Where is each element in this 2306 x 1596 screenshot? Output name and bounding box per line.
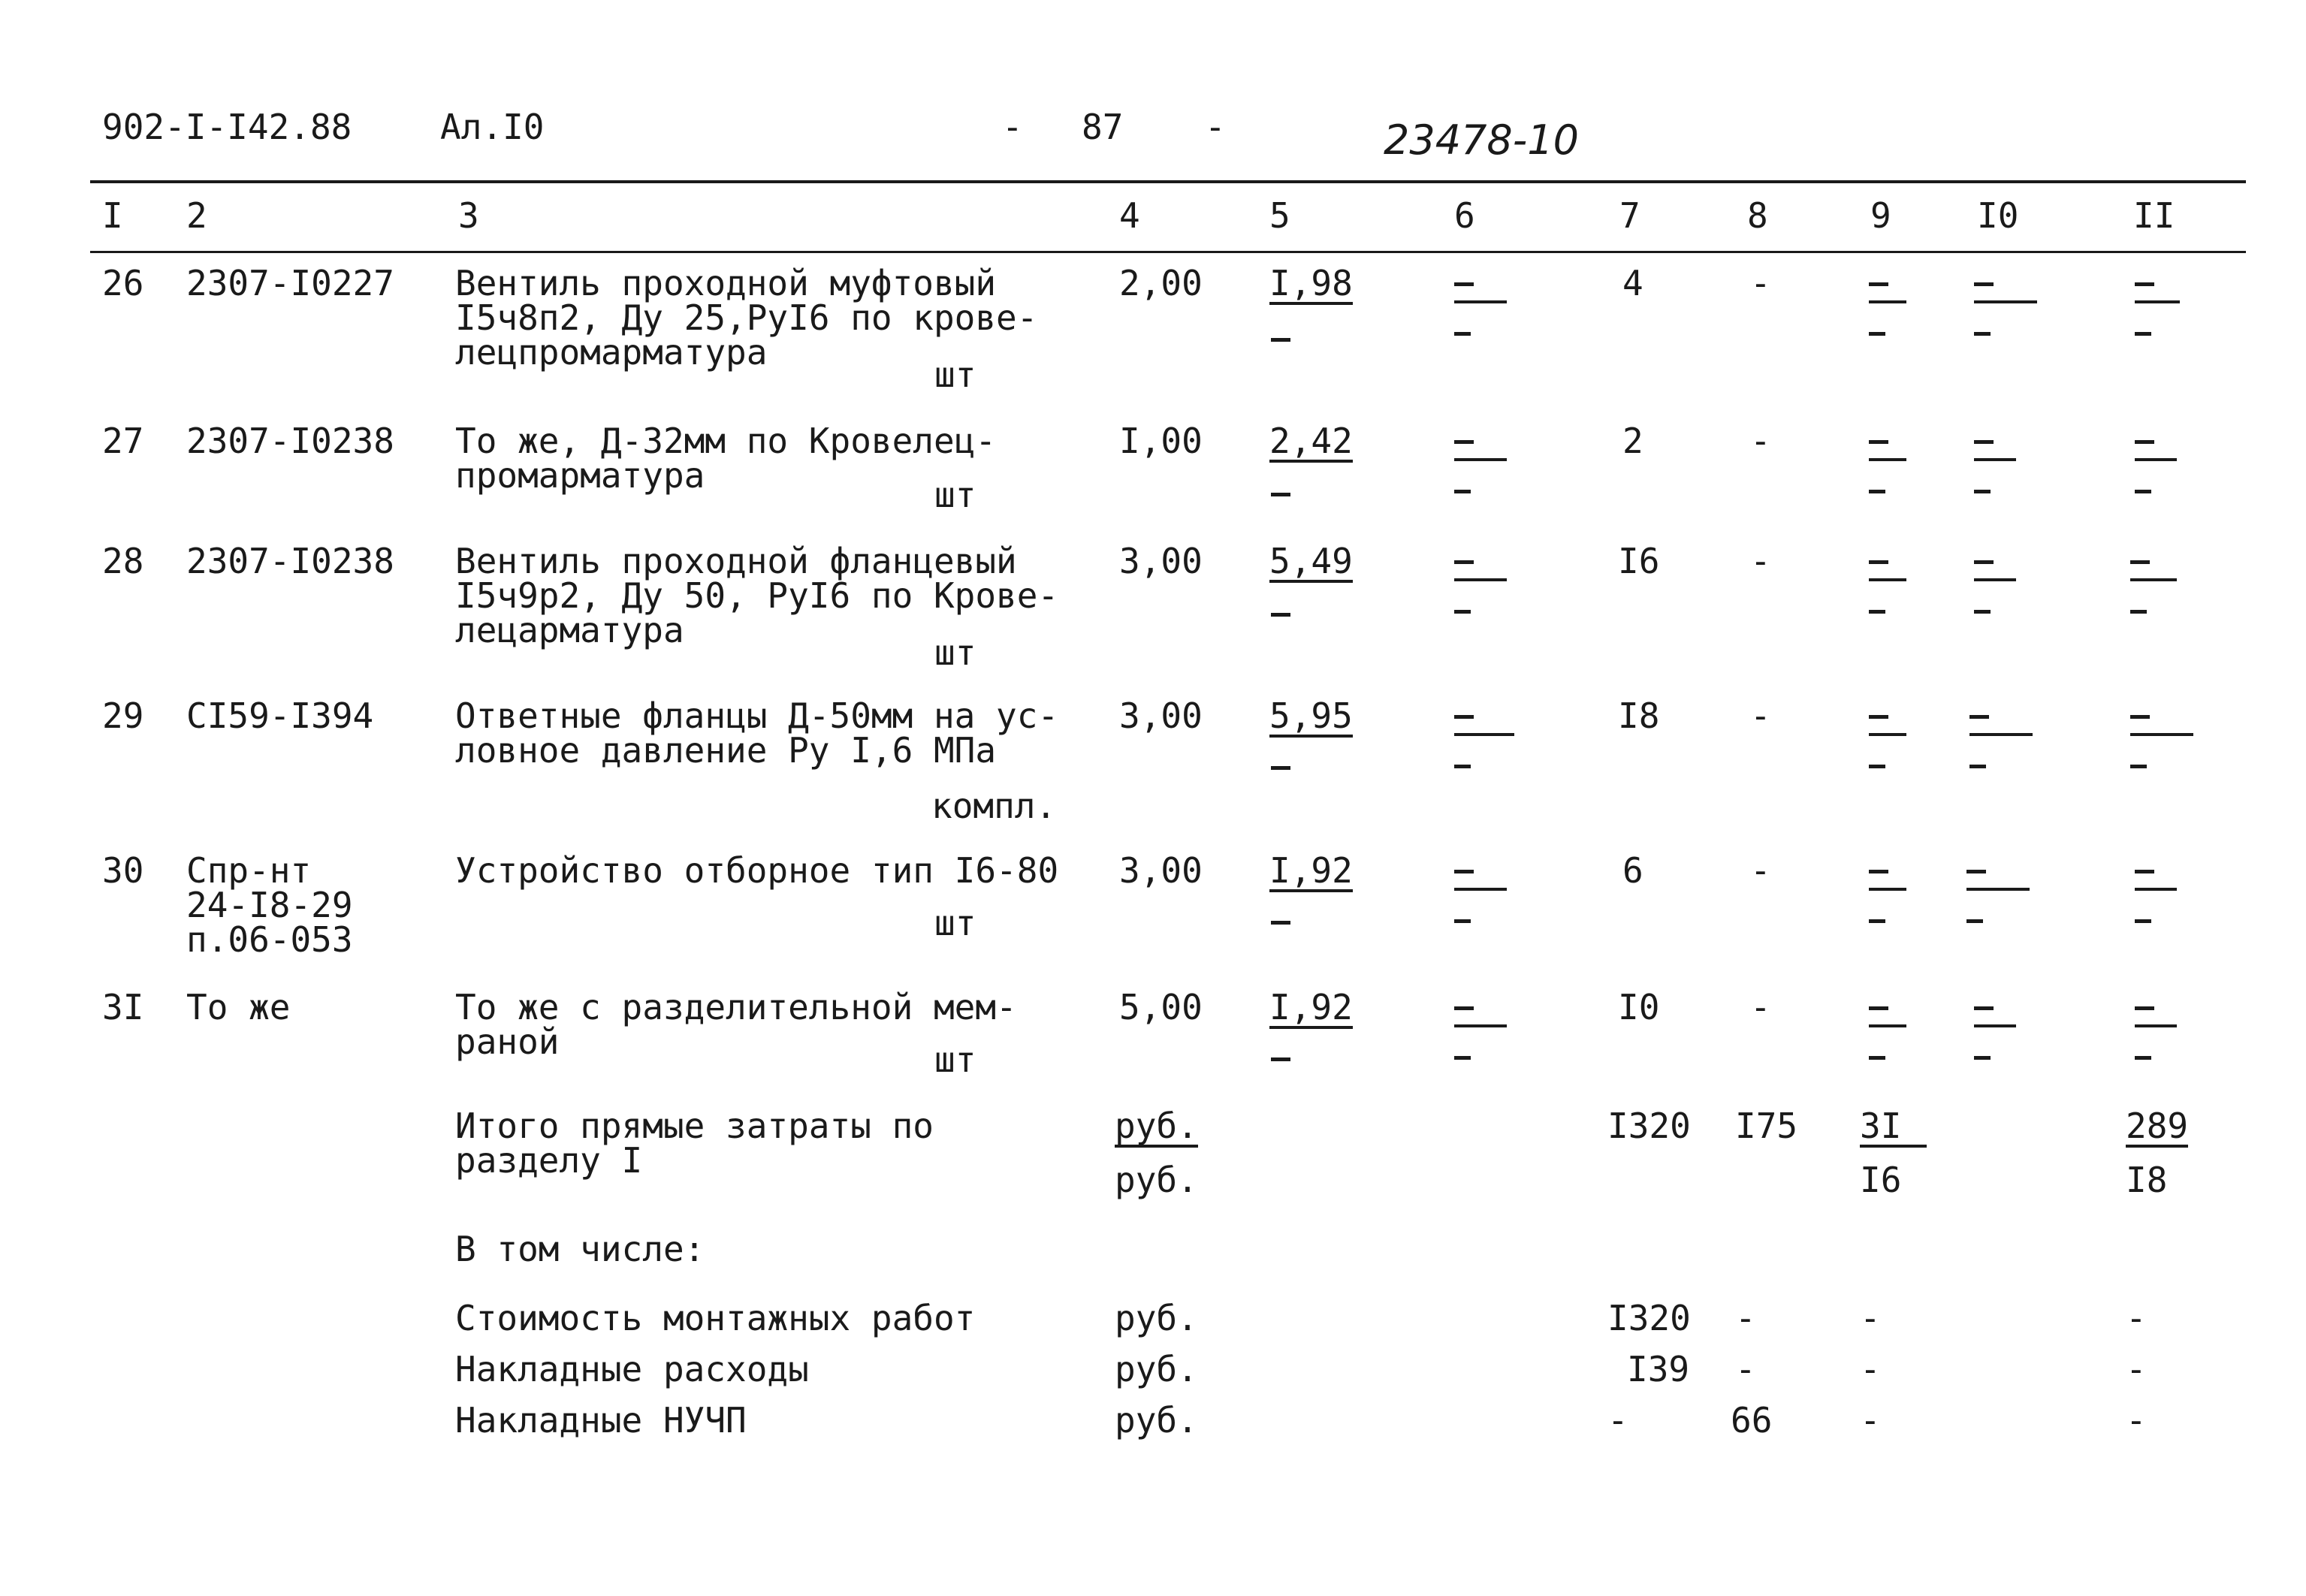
item-quantity: I,00 (1119, 421, 1203, 461)
col7-value: 4 (1622, 263, 1643, 303)
item-quantity: 2,00 (1119, 263, 1203, 303)
breakdown-unit: руб. (1115, 1400, 1198, 1441)
item-quantity: 3,00 (1119, 695, 1203, 736)
item-unit: компл. (931, 786, 1057, 826)
item-unit: шт (934, 632, 976, 673)
breakdown-col7: I39 (1627, 1349, 1690, 1389)
breakdown-label: Стоимость монтажных работ (455, 1298, 976, 1338)
header-rule (90, 180, 2246, 183)
item-description: Вентиль проходной муфтовый I5ч8п2, Ду 25,РуI6 по крове- лецпромарматура (455, 263, 1038, 373)
col7-value: I8 (1618, 695, 1660, 736)
sheet-label: Ал.I0 (440, 107, 545, 147)
item-quantity: 3,00 (1119, 850, 1203, 891)
including-label: В том числе: (455, 1229, 705, 1269)
item-unit: шт (934, 354, 976, 395)
breakdown-label: Накладные расходы (455, 1349, 809, 1389)
column-header: II (2133, 195, 2175, 236)
item-code: 2307-I0238 (186, 541, 394, 581)
breakdown-unit: руб. (1115, 1349, 1198, 1389)
column-header: I (102, 195, 123, 236)
page-dash-right: - (1205, 107, 1226, 147)
totals-col11-bottom: I8 (2126, 1160, 2168, 1200)
row-number: 28 (102, 541, 144, 581)
item-code: 2307-I0227 (186, 263, 394, 303)
row-number: 27 (102, 421, 144, 461)
item-unit: шт (934, 475, 976, 515)
row-number: 3I (102, 987, 144, 1027)
breakdown-col7: - (1607, 1400, 1628, 1441)
item-price: I,92 (1269, 987, 1353, 1027)
item-code: То же (186, 987, 291, 1027)
breakdown-col8: 66 (1731, 1400, 1773, 1441)
item-description: То же с разделительной мем- раной (455, 987, 1017, 1062)
item-price: I,92 (1269, 850, 1353, 891)
doc-code: 902-I-I42.88 (102, 107, 352, 147)
breakdown-col11: - (2126, 1349, 2147, 1389)
item-unit: шт (934, 903, 976, 943)
col8-value: - (1750, 695, 1771, 736)
breakdown-col8: - (1735, 1298, 1756, 1338)
price-dash (1271, 613, 1290, 617)
column-header: 4 (1119, 195, 1140, 236)
breakdown-col11: - (2126, 1400, 2147, 1441)
column-rule (90, 251, 2246, 253)
breakdown-col11: - (2126, 1298, 2147, 1338)
column-header: 8 (1747, 195, 1768, 236)
row-number: 26 (102, 263, 144, 303)
item-description: Вентиль проходной фланцевый I5ч9р2, Ду 50, РуI6 по Крове- лецарматура (455, 541, 1059, 650)
item-price: I,98 (1269, 263, 1353, 303)
col7-value: I0 (1618, 987, 1660, 1027)
col8-value: - (1750, 987, 1771, 1027)
column-header: 5 (1269, 195, 1290, 236)
item-quantity: 3,00 (1119, 541, 1203, 581)
totals-col7: I320 (1607, 1106, 1691, 1146)
price-dash (1271, 921, 1290, 925)
totals-unit-bottom: руб. (1115, 1160, 1198, 1200)
column-header: I0 (1977, 195, 2019, 236)
totals-col9-bottom: I6 (1860, 1160, 1902, 1200)
item-price: 5,49 (1269, 541, 1353, 581)
item-code: 2307-I0238 (186, 421, 394, 461)
totals-col9-top: 3I (1860, 1109, 1927, 1148)
breakdown-unit: руб. (1115, 1298, 1198, 1338)
column-header: 9 (1870, 195, 1891, 236)
totals-unit-top: руб. (1115, 1106, 1198, 1146)
row-number: 30 (102, 850, 144, 891)
item-code: Спр-нт 24-I8-29 п.06-053 (186, 850, 353, 960)
col8-value: - (1750, 850, 1771, 891)
col8-value: - (1750, 421, 1771, 461)
breakdown-label: Накладные НУЧП (455, 1400, 747, 1441)
column-header: 6 (1454, 195, 1475, 236)
col7-value: 6 (1622, 850, 1643, 891)
price-dash (1271, 766, 1290, 770)
price-dash (1271, 493, 1290, 496)
item-description: Устройство отборное тип I6-80 (455, 850, 1059, 891)
item-quantity: 5,00 (1119, 987, 1203, 1027)
col8-value: - (1750, 541, 1771, 581)
item-description: То же, Д-32мм по Кровелец- промарматура (455, 421, 997, 496)
item-price: 5,95 (1269, 695, 1353, 736)
breakdown-col9: - (1860, 1349, 1881, 1389)
col7-value: I6 (1618, 541, 1660, 581)
breakdown-col9: - (1860, 1400, 1881, 1441)
column-header: 7 (1619, 195, 1640, 236)
price-dash (1271, 1057, 1290, 1061)
totals-col11-top: 289 (2126, 1106, 2189, 1146)
col7-value: 2 (1622, 421, 1643, 461)
item-code: CI59-I394 (186, 695, 374, 736)
page-number: 87 (1082, 107, 1124, 147)
column-header: 3 (458, 195, 479, 236)
item-unit: шт (934, 1039, 976, 1080)
breakdown-col9: - (1860, 1298, 1881, 1338)
item-price: 2,42 (1269, 421, 1353, 461)
column-header: 2 (186, 195, 207, 236)
col8-value: - (1750, 263, 1771, 303)
breakdown-col7: I320 (1607, 1298, 1691, 1338)
breakdown-col8: - (1735, 1349, 1756, 1389)
price-dash (1271, 338, 1290, 342)
page-dash-left: - (1002, 107, 1023, 147)
handwritten-number: 23478-10 (1384, 116, 1579, 164)
totals-col8: I75 (1735, 1106, 1798, 1146)
totals-label: Итого прямые затраты по разделу I (455, 1106, 934, 1181)
row-number: 29 (102, 695, 144, 736)
item-description: Ответные фланцы Д-50мм на ус- ловное давление Ру I,6 МПа (455, 695, 1059, 771)
